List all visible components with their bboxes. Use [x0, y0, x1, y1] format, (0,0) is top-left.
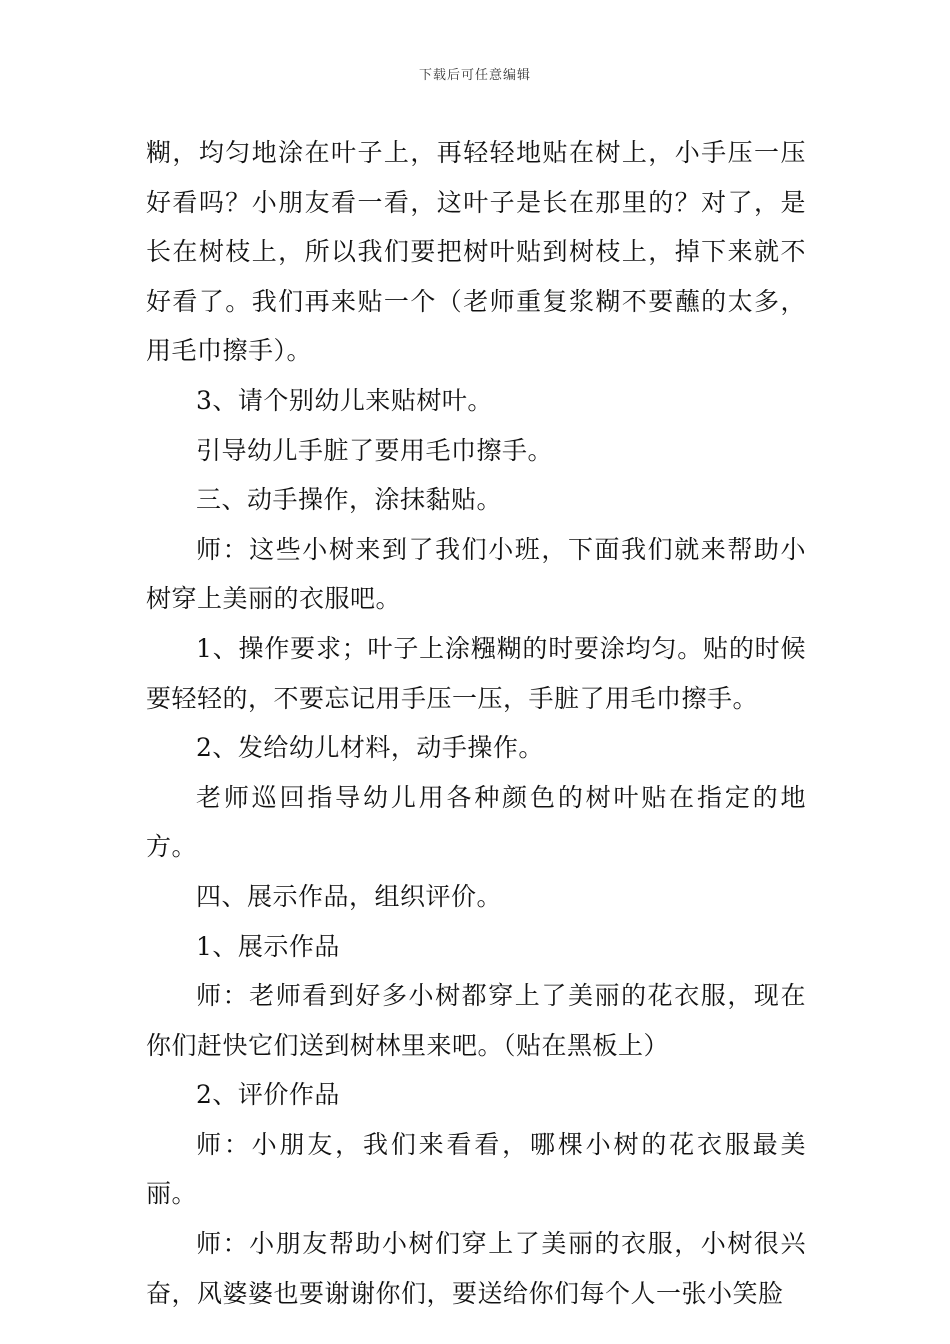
paragraph-teacher-show: 师：老师看到好多小树都穿上了美丽的花衣服，现在你们赶快它们送到树林里来吧。（贴在黑板上）	[146, 981, 806, 1060]
paragraph-show-works: 1、展示作品	[196, 931, 340, 961]
paragraph-continuation: 糊，均匀地涂在叶子上，再轻轻地贴在树上，小手压一压好看吗？小朋友看一看，这叶子是长在那里的？对了，是长在树枝上，所以我们要把树叶贴到树枝上，掉下来就不好看了。我们再来贴一个（老师重复浆糊不要蘸的太多，用毛巾擦手）。	[146, 138, 806, 366]
paragraph-teacher-tour: 老师巡回指导幼儿用各种颜色的树叶贴在指定的地方。	[146, 782, 806, 862]
paragraph-step-3: 3、请个别幼儿来贴树叶。	[196, 385, 493, 415]
paragraph-distribute: 2、发给幼儿材料，动手操作。	[196, 733, 544, 763]
section-heading-4: 四、展示作品，组织评价。	[196, 881, 503, 911]
paragraph-requirements: 1、操作要求；叶子上涂糨糊的时要涂均匀。贴的时候要轻轻的，不要忘记用手压一压，手脏了用毛巾擦手。	[146, 633, 806, 713]
paragraph-teacher-closing: 师：小朋友帮助小树们穿上了美丽的衣服，小树很兴奋，风婆婆也要谢谢你们，要送给你们每个人一张小笑脸	[146, 1229, 806, 1308]
header-note: 下载后可任意编辑	[418, 68, 531, 83]
document-body	[146, 128, 806, 1318]
paragraph-evaluate: 2、评价作品	[196, 1080, 340, 1110]
paragraph-teacher-question: 师：小朋友，我们来看看，哪棵小树的花衣服最美丽。	[146, 1129, 806, 1209]
paragraph-teacher-intro: 师：这些小树来到了我们小班，下面我们就来帮助小树穿上美丽的衣服吧。	[146, 534, 806, 614]
section-heading-3: 三、动手操作，涂抹黏贴。	[196, 485, 503, 515]
paragraph-guidance: 引导幼儿手脏了要用毛巾擦手。	[196, 435, 554, 465]
